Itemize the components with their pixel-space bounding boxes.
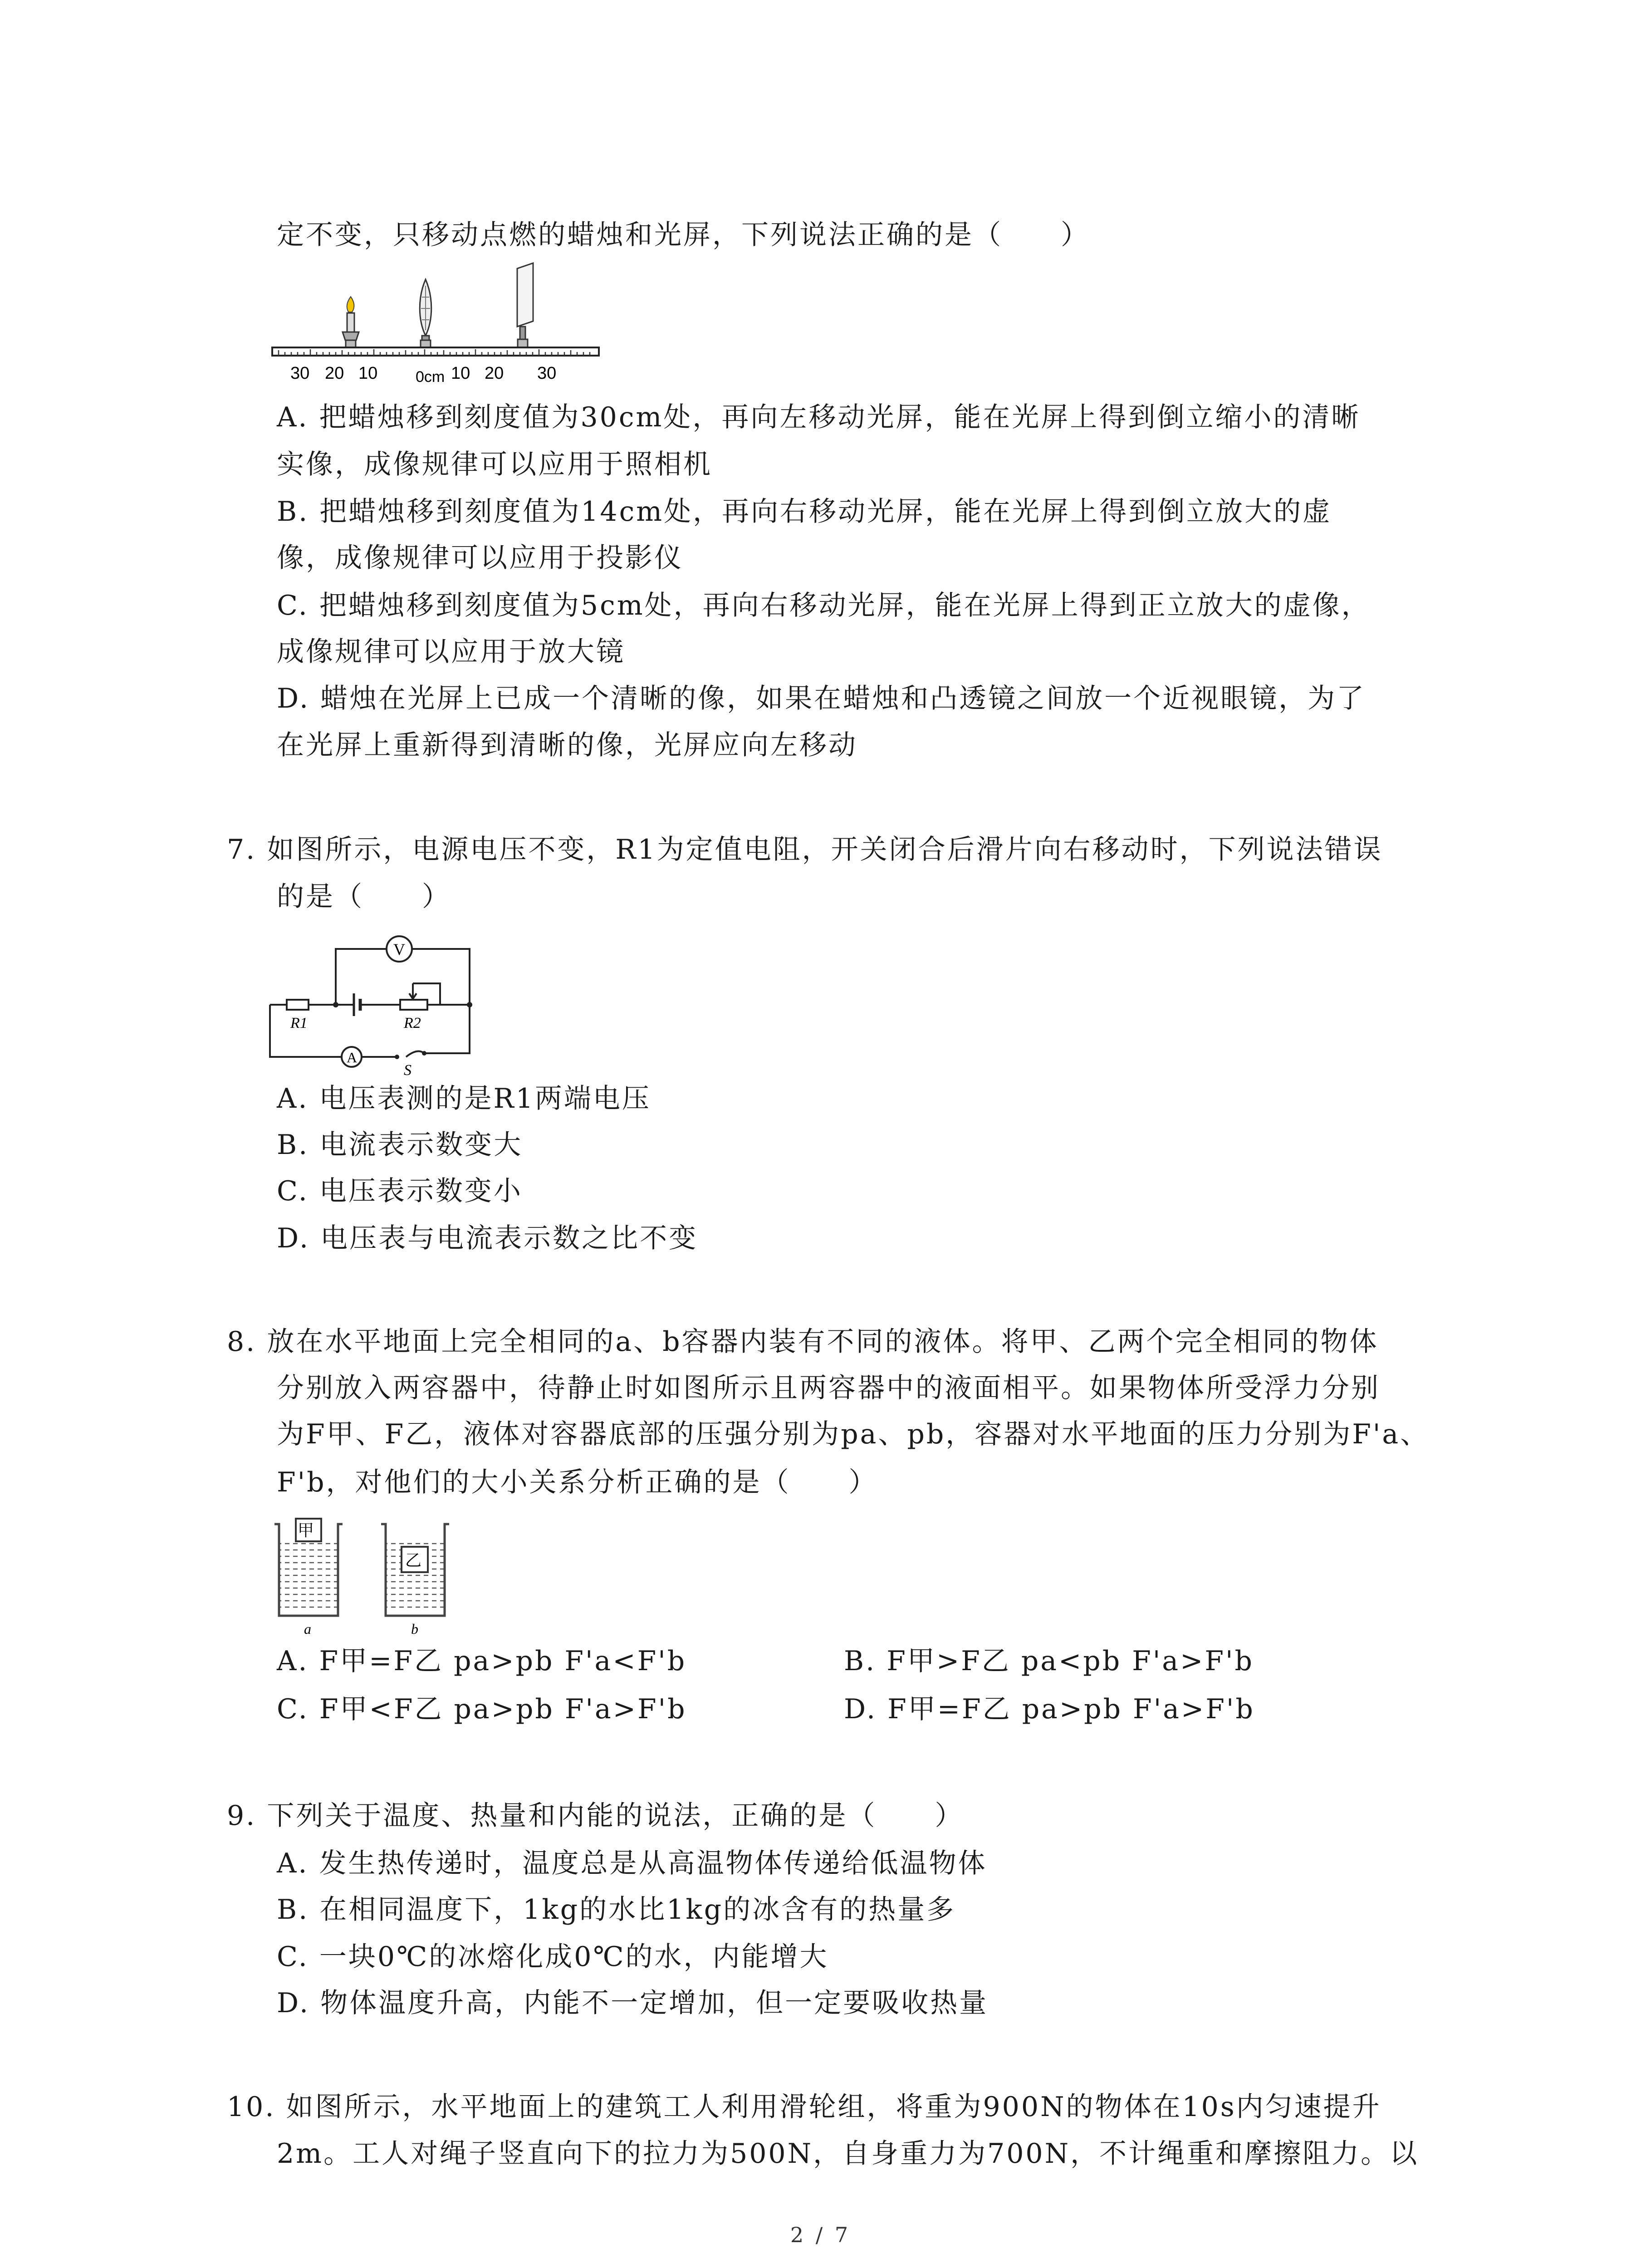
q8-option-d: D. F甲=F乙 pa>pb F'a>F'b [844,1693,1255,1725]
q6-option-b-line2: 像，成像规律可以应用于投影仪 [277,542,683,574]
q6-option-a-line2: 实像，成像规律可以应用于照相机 [277,449,712,480]
q6-option-d-line1: D. 蜡烛在光屏上已成一个清晰的像，如果在蜡烛和凸透镜之间放一个近视眼镜，为了 [277,683,1366,714]
q7-option-a: A. 电压表测的是R1两端电压 [277,1083,651,1114]
q6-stem-tail: 定不变，只移动点燃的蜡烛和光屏，下列说法正确的是（ ） [277,219,1090,251]
ruler-label: 0cm [416,368,445,386]
q7-option-b: B. 电流表示数变大 [277,1129,523,1161]
page-number: 2 / 7 [790,2223,851,2247]
q8-option-c: C. F甲<F乙 pa>pb F'a>F'b [277,1693,687,1725]
q8-option-a: A. F甲=F乙 pa>pb F'a<F'b [277,1645,687,1677]
q6-option-d-line2: 在光屏上重新得到清晰的像，光屏应向左移动 [277,729,857,761]
candle-icon [343,297,359,347]
q7-stem-line1: 7. 如图所示，电源电压不变，R1为定值电阻，开关闭合后滑片向右移动时，下列说法错误 [227,834,1383,865]
containers-figure [268,1515,467,1637]
svg-text:甲: 甲 [298,1521,314,1540]
label-s: S [404,1062,411,1079]
q9-option-d: D. 物体温度升高，内能不一定增加，但一定要吸收热量 [277,1987,989,2019]
ruler-label: 20 [485,364,504,383]
optical-bench-figure [268,263,603,395]
q8-option-b: B. F甲>F乙 pa<pb F'a>F'b [844,1645,1254,1677]
q8-stem-line1: 8. 放在水平地面上完全相同的a、b容器内装有不同的液体。将甲、乙两个完全相同的物体 [227,1326,1379,1358]
container-a [274,1519,343,1637]
q10-stem-line1: 10. 如图所示，水平地面上的建筑工人利用滑轮组，将重为900N的物体在10s内匀速提升 [227,2091,1381,2123]
svg-text:乙: 乙 [405,1551,422,1570]
q9-option-c: C. 一块0℃的冰熔化成0℃的水，内能增大 [277,1941,829,1973]
q9-option-b: B. 在相同温度下，1kg的水比1kg的冰含有的热量多 [277,1894,956,1926]
rheostat-r2 [400,1000,427,1010]
q7-stem-line2: 的是（ ） [277,881,451,913]
q8-stem-line3: 为F甲、F乙，液体对容器底部的压强分别为pa、pb，容器对水平地面的压力分别为F'a、 [277,1418,1430,1450]
q6-option-b-line1: B. 把蜡烛移到刻度值为14cm处，再向右移动光屏，能在光屏上得到倒立放大的虚 [277,496,1332,528]
label-a: a [304,1621,311,1637]
label-b: b [411,1621,418,1637]
container-b [381,1524,449,1637]
circuit-diagram [268,925,476,1079]
q10-stem-line2: 2m。工人对绳子竖直向下的拉力为500N，自身重力为700N，不计绳重和摩擦阻力。以 [277,2138,1419,2170]
q6-option-a-line1: A. 把蜡烛移到刻度值为30cm处，再向左移动光屏，能在光屏上得到倒立缩小的清晰 [277,401,1361,433]
ruler-label: 30 [537,364,557,383]
resistor-r1 [287,1000,309,1010]
convex-lens-icon [420,279,431,347]
q8-stem-line2: 分别放入两容器中，待静止时如图所示且两容器中的液面相平。如果物体所受浮力分别 [277,1372,1380,1404]
ruler-label: 20 [325,364,344,383]
q7-option-d: D. 电压表与电流表示数之比不变 [277,1222,698,1254]
ammeter-label: A [347,1049,358,1066]
q6-option-c-line1: C. 把蜡烛移到刻度值为5cm处，再向右移动光屏，能在光屏上得到正立放大的虚像， [277,590,1371,621]
q6-option-c-line2: 成像规律可以应用于放大镜 [277,636,625,668]
label-r1: R1 [290,1015,308,1031]
light-screen-icon [517,263,533,347]
ruler [272,347,599,386]
label-r2: R2 [404,1015,421,1031]
ruler-label: 10 [451,364,470,383]
voltmeter-label: V [393,940,405,958]
q8-stem-line4: F'b，对他们的大小关系分析正确的是（ ） [277,1466,878,1498]
q9-stem: 9. 下列关于温度、热量和内能的说法，正确的是（ ） [227,1800,964,1832]
ruler-label: 30 [290,364,310,383]
battery-icon [354,993,360,1016]
q9-option-a: A. 发生热传递时，温度总是从高温物体传递给低温物体 [277,1848,987,1879]
q7-option-c: C. 电压表示数变小 [277,1175,523,1207]
ruler-label: 10 [358,364,378,383]
